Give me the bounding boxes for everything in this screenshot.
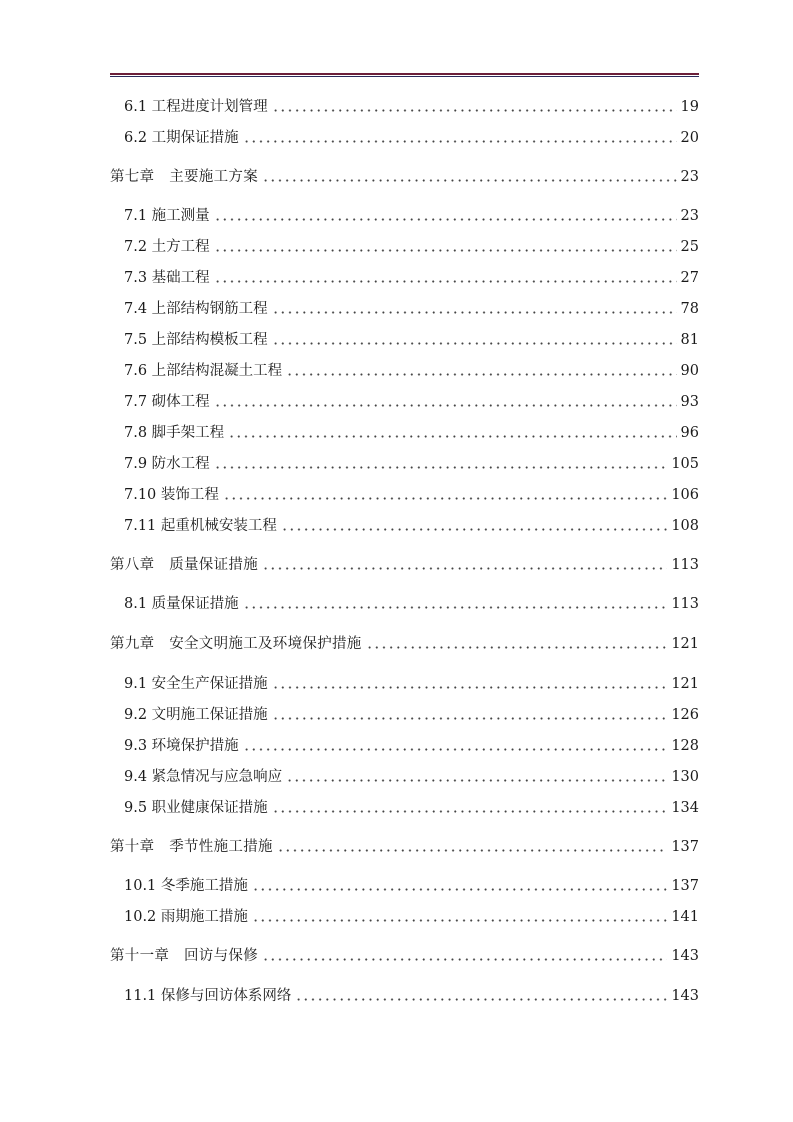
toc-dot-leader (252, 888, 667, 891)
toc-section-entry[interactable] (110, 359, 699, 381)
toc-entry-title: 7.11 起重机械安装工程 (124, 518, 277, 534)
toc-page-number: 141 (671, 909, 699, 925)
toc-entry-title: 第九章 安全文明施工及环境保护措施 (110, 636, 362, 652)
toc-dot-leader (243, 748, 668, 751)
toc-dot-leader (262, 567, 667, 570)
toc-page-number: 23 (680, 169, 699, 185)
toc-entry-title: 7.9 防水工程 (124, 456, 210, 472)
toc-dot-leader (214, 249, 677, 252)
toc-dot-leader (286, 779, 667, 782)
toc-dot-leader (214, 404, 677, 407)
toc-dot-leader (272, 717, 668, 720)
toc-section-entry[interactable] (110, 483, 699, 505)
toc-entry-title: 10.1 冬季施工措施 (124, 878, 248, 894)
toc-page-number: 19 (680, 99, 699, 115)
toc-entry-title: 7.7 砌体工程 (124, 394, 210, 410)
toc-section-entry[interactable] (110, 328, 699, 350)
toc-chapter-entry[interactable] (110, 165, 699, 187)
toc-dot-leader (228, 435, 676, 438)
toc-page-number: 143 (671, 988, 699, 1004)
toc-page-number: 78 (680, 301, 699, 317)
toc-chapter-entry[interactable] (110, 632, 699, 654)
toc-entry-title: 6.2 工期保证措施 (124, 130, 239, 146)
toc-section-entry[interactable] (110, 703, 699, 725)
toc-page-number: 25 (680, 239, 699, 255)
toc-entry-title: 9.1 安全生产保证措施 (124, 676, 268, 692)
toc-entry-title: 第七章 主要施工方案 (110, 169, 258, 185)
toc-entry-title: 9.3 环境保护措施 (124, 738, 239, 754)
toc-page-number: 137 (671, 878, 699, 894)
toc-section-entry[interactable] (110, 874, 699, 896)
toc-dot-leader (262, 179, 677, 182)
toc-section-entry[interactable] (110, 984, 699, 1006)
toc-entry-title: 9.5 职业健康保证措施 (124, 800, 268, 816)
toc-page-number: 113 (671, 557, 699, 573)
toc-dot-leader (272, 311, 677, 314)
toc-dot-leader (286, 373, 676, 376)
toc-entry-title: 6.1 工程进度计划管理 (124, 99, 268, 115)
toc-entry-title: 7.2 土方工程 (124, 239, 210, 255)
toc-section-entry[interactable] (110, 796, 699, 818)
toc-section-entry[interactable] (110, 672, 699, 694)
toc-section-entry[interactable] (110, 905, 699, 927)
toc-page-number: 137 (671, 839, 699, 855)
toc-entry-title: 9.4 紧急情况与应急响应 (124, 769, 283, 785)
toc-page-number: 130 (671, 769, 699, 785)
toc-dot-leader (295, 998, 667, 1001)
toc-section-entry[interactable] (110, 95, 699, 117)
toc-page-number: 128 (671, 738, 699, 754)
toc-dot-leader (262, 958, 667, 961)
toc-section-entry[interactable] (110, 514, 699, 536)
toc-entry-title: 第十一章 回访与保修 (110, 948, 258, 964)
toc-section-entry[interactable] (110, 266, 699, 288)
toc-entry-title: 7.10 装饰工程 (124, 487, 219, 503)
toc-entry-title: 10.2 雨期施工措施 (124, 909, 248, 925)
toc-section-entry[interactable] (110, 592, 699, 614)
toc-page-number: 106 (671, 487, 699, 503)
toc-page-number: 81 (680, 332, 699, 348)
toc-dot-leader (272, 342, 677, 345)
toc-dot-leader (214, 218, 677, 221)
toc-dot-leader (272, 686, 668, 689)
toc-page-number: 96 (680, 425, 699, 441)
toc-dot-leader (272, 109, 677, 112)
toc-section-entry[interactable] (110, 204, 699, 226)
toc-entry-title: 7.4 上部结构钢筋工程 (124, 301, 268, 317)
toc-page-number: 121 (671, 676, 699, 692)
toc-section-entry[interactable] (110, 390, 699, 412)
toc-entry-title: 7.6 上部结构混凝土工程 (124, 363, 283, 379)
toc-page-number: 121 (671, 636, 699, 652)
toc-page-number: 113 (671, 596, 699, 612)
toc-entry-title: 7.1 施工测量 (124, 208, 210, 224)
toc-dot-leader (214, 466, 668, 469)
toc-section-entry[interactable] (110, 765, 699, 787)
toc-page-number: 108 (671, 518, 699, 534)
toc-dot-leader (223, 497, 667, 500)
toc-entry-title: 7.8 脚手架工程 (124, 425, 225, 441)
toc-page-number: 134 (671, 800, 699, 816)
toc-section-entry[interactable] (110, 235, 699, 257)
toc-page-number: 27 (680, 270, 699, 286)
toc-dot-leader (214, 280, 677, 283)
toc-dot-leader (243, 140, 677, 143)
toc-chapter-entry[interactable] (110, 553, 699, 575)
toc-page-number: 93 (680, 394, 699, 410)
toc-chapter-entry[interactable] (110, 835, 699, 857)
toc-page-number: 90 (680, 363, 699, 379)
toc-section-entry[interactable] (110, 452, 699, 474)
toc-entry-title: 9.2 文明施工保证措施 (124, 707, 268, 723)
toc-dot-leader (243, 606, 668, 609)
toc-section-entry[interactable] (110, 421, 699, 443)
toc-entry-title: 8.1 质量保证措施 (124, 596, 239, 612)
toc-page-number: 143 (671, 948, 699, 964)
toc-section-entry[interactable] (110, 297, 699, 319)
toc-entry-title: 7.5 上部结构模板工程 (124, 332, 268, 348)
toc-entry-title: 第八章 质量保证措施 (110, 557, 258, 573)
toc-dot-leader (277, 849, 668, 852)
toc-dot-leader (366, 646, 668, 649)
toc-entry-title: 第十章 季节性施工措施 (110, 839, 273, 855)
toc-entry-title: 7.3 基础工程 (124, 270, 210, 286)
toc-entry-title: 11.1 保修与回访体系网络 (124, 988, 292, 1004)
toc-page-number: 20 (680, 130, 699, 146)
toc-dot-leader (281, 528, 667, 531)
toc-page-number: 126 (671, 707, 699, 723)
toc-section-entry[interactable] (110, 126, 699, 148)
toc-page-number: 23 (680, 208, 699, 224)
toc-chapter-entry[interactable] (110, 944, 699, 966)
toc-dot-leader (252, 919, 667, 922)
toc-dot-leader (272, 810, 668, 813)
toc-page-number: 105 (671, 456, 699, 472)
toc-section-entry[interactable] (110, 734, 699, 756)
